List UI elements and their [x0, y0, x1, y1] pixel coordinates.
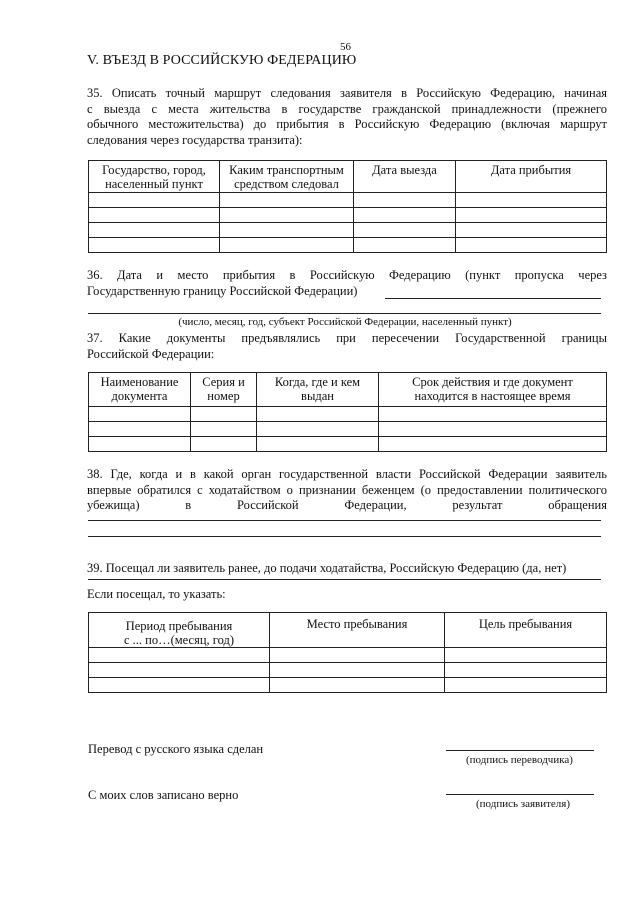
table-row: [89, 678, 607, 693]
table-row: [89, 208, 607, 223]
q38-line: впервые обратился с ходатайством о признании беженцем (о предоставлении политического: [87, 482, 607, 497]
verified-label: С моих слов записано верно: [88, 788, 239, 802]
visits-header-period: Период пребывания с ... по…(месяц, год): [89, 613, 270, 648]
route-table: [88, 160, 607, 253]
first-application-line[interactable]: [88, 520, 601, 521]
route-header-country: Государство, город, населенный пункт: [89, 161, 220, 193]
question-39-followup: Если посещал, то указать:: [87, 587, 226, 601]
q35-line: следования через государства транзита):: [87, 132, 303, 147]
q38-line: 38. Где, когда и в какой орган государственной власти Российской Федерации заявитель: [87, 467, 607, 481]
documents-header-name: Наименование документа: [89, 373, 191, 407]
question-36-text: [87, 268, 607, 299]
question-39-text: 39. Посещал ли заявитель ранее, до подачи ходатайства, Российскую Федерацию (да, нет): [87, 561, 567, 575]
table-row: [89, 223, 607, 238]
section-title: V. ВЪЕЗД В РОССИЙСКУЮ ФЕДЕРАЦИЮ: [87, 53, 357, 68]
previous-visit-line[interactable]: [88, 579, 601, 580]
documents-header-issued: Когда, где и кем выдан: [257, 373, 379, 407]
q37-line: Российской Федерации:: [87, 346, 215, 361]
page-number: 56: [340, 41, 351, 53]
arrival-date-line[interactable]: [385, 298, 601, 299]
question-35-text: [87, 86, 607, 148]
visits-header-purpose: Цель пребывания: [445, 613, 607, 648]
translator-signature-line[interactable]: [446, 750, 594, 751]
documents-header-series: Серия и номер: [191, 373, 257, 407]
documents-header-validity: Срок действия и где документ находится в настоящее время: [379, 373, 607, 407]
q38-line: убежища) в Российской Федерации, результат обращения: [87, 498, 607, 512]
table-row: [89, 422, 607, 437]
q35-line: с выезда с места жительства в государстве гражданской принадлежности (прежнего: [87, 101, 607, 116]
table-row: [89, 648, 607, 663]
route-header-transport: Каким транспортным средством следовал: [220, 161, 354, 193]
arrival-caption: (число, месяц, год, субъект Российской Федерации, населенный пункт): [178, 316, 512, 328]
question-38-text: [87, 467, 607, 514]
applicant-signature-line[interactable]: [446, 794, 594, 795]
table-row: [89, 437, 607, 452]
route-header-departure: Дата выезда: [354, 161, 456, 193]
table-row: [89, 663, 607, 678]
translation-label: Перевод с русского языка сделан: [88, 742, 264, 756]
route-header-arrival: Дата прибытия: [456, 161, 607, 193]
table-row: [89, 193, 607, 208]
applicant-caption: (подпись заявителя): [476, 798, 571, 810]
q35-line: обычного местожительства) до прибытия в Российскую Федерацию (включая маршрут: [87, 117, 607, 131]
arrival-place-line[interactable]: [88, 313, 601, 314]
visits-table: [88, 612, 607, 693]
q36-line: Государственную границу Российской Федерации): [87, 283, 358, 298]
table-row: [89, 238, 607, 253]
first-application-line[interactable]: [88, 536, 601, 537]
question-37-text: [87, 331, 607, 362]
documents-table: [88, 372, 607, 452]
q35-line: 35. Описать точный маршрут следования заявителя в Российскую Федерацию, начиная: [87, 86, 607, 100]
q37-line: 37. Какие документы предъявлялись при пересечении Государственной границы: [87, 331, 607, 345]
table-row: [89, 407, 607, 422]
translator-caption: (подпись переводчика): [466, 754, 573, 766]
visits-header-place: Место пребывания: [270, 613, 445, 648]
q36-line: 36. Дата и место прибытия в Российскую Федерацию (пункт пропуска через: [87, 268, 607, 282]
